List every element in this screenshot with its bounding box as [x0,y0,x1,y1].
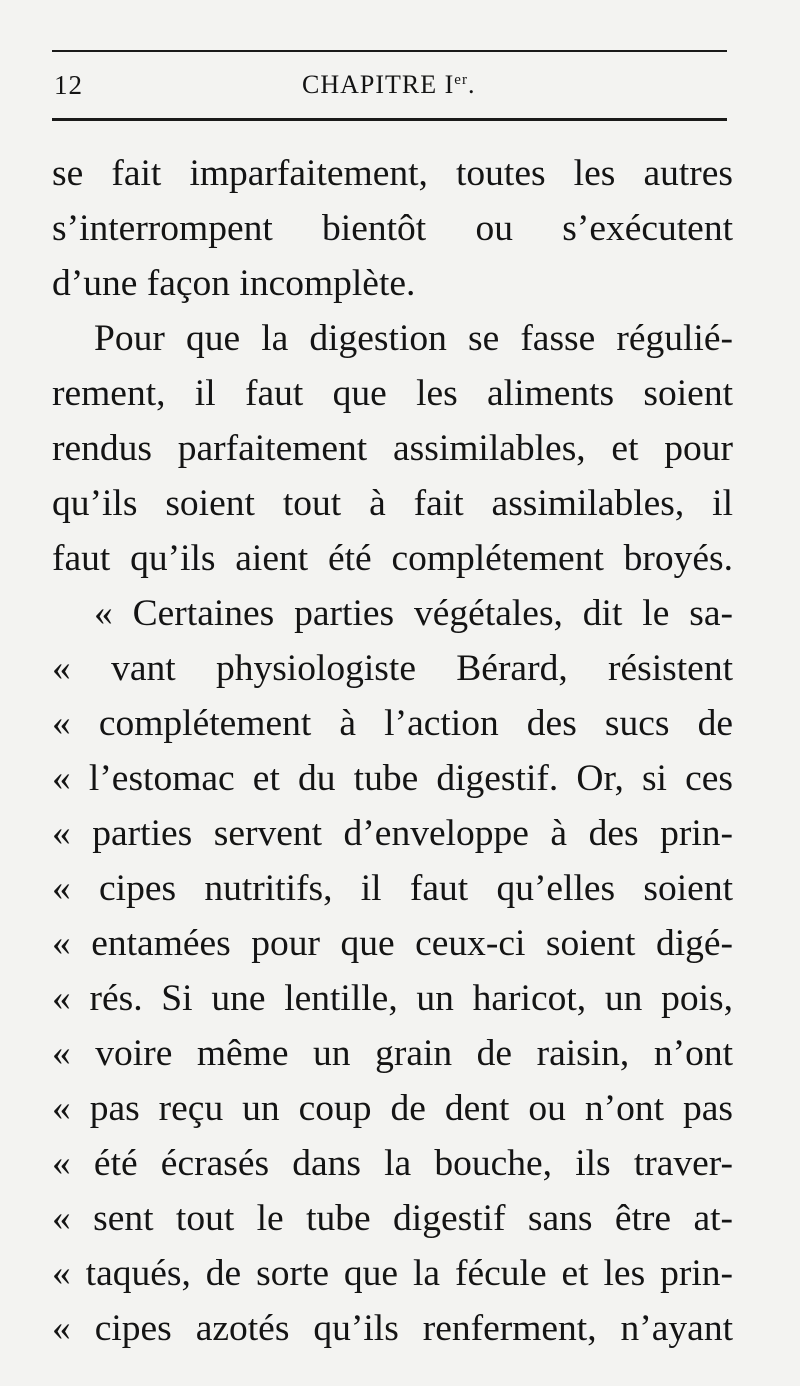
body-text [52,146,733,1356]
text-line: se fait imparfaitement, toutes les autres [52,153,733,194]
text-line: d’une façon incomplète. [52,263,416,304]
chapter-title-dot: . [467,70,476,99]
text-line: « entamées pour que ceux-ci soient digé- [52,923,733,964]
header-top-rule [52,50,727,52]
text-line: « été écrasés dans la bouche, ils traver- [52,1143,733,1184]
text-line: « pas reçu un coup de dent ou n’ont pas [52,1088,733,1129]
text-line: s’interrompent bientôt ou s’exécutent [52,208,733,249]
text-line: « voire même un grain de raisin, n’ont [52,1033,733,1074]
text-line: rendus parfaitement assimilables, et pour [52,428,733,469]
text-line: faut qu’ils aient été complétement broyés. [52,538,733,579]
text-line: Pour que la digestion se fasse régulié- [94,318,733,359]
text-line: « rés. Si une lentille, un haricot, un pois, [52,978,733,1019]
text-line: « complétement à l’action des sucs de [52,703,733,744]
running-head [52,70,732,110]
text-line: « cipes azotés qu’ils renferment, n’ayant [52,1308,733,1349]
header-bottom-rule [52,118,727,121]
text-line: « cipes nutritifs, il faut qu’elles soient [52,868,733,909]
text-line: rement, il faut que les aliments soient [52,373,733,414]
chapter-title-text: CHAPITRE I [302,70,455,99]
text-line: « parties servent d’enveloppe à des prin- [52,813,733,854]
text-line: « taqués, de sorte que la fécule et les prin- [52,1253,733,1294]
text-line: qu’ils soient tout à fait assimilables, il [52,483,733,524]
text-line: « l’estomac et du tube digestif. Or, si ces [52,758,733,799]
chapter-title [302,70,475,100]
text-line: « vant physiologiste Bérard, résistent [52,648,733,689]
chapter-title-suffix: er [454,72,468,88]
page-number: 12 [54,70,83,100]
text-line: « Certaines parties végétales, dit le sa- [94,593,733,634]
text-line: « sent tout le tube digestif sans être at- [52,1198,733,1239]
